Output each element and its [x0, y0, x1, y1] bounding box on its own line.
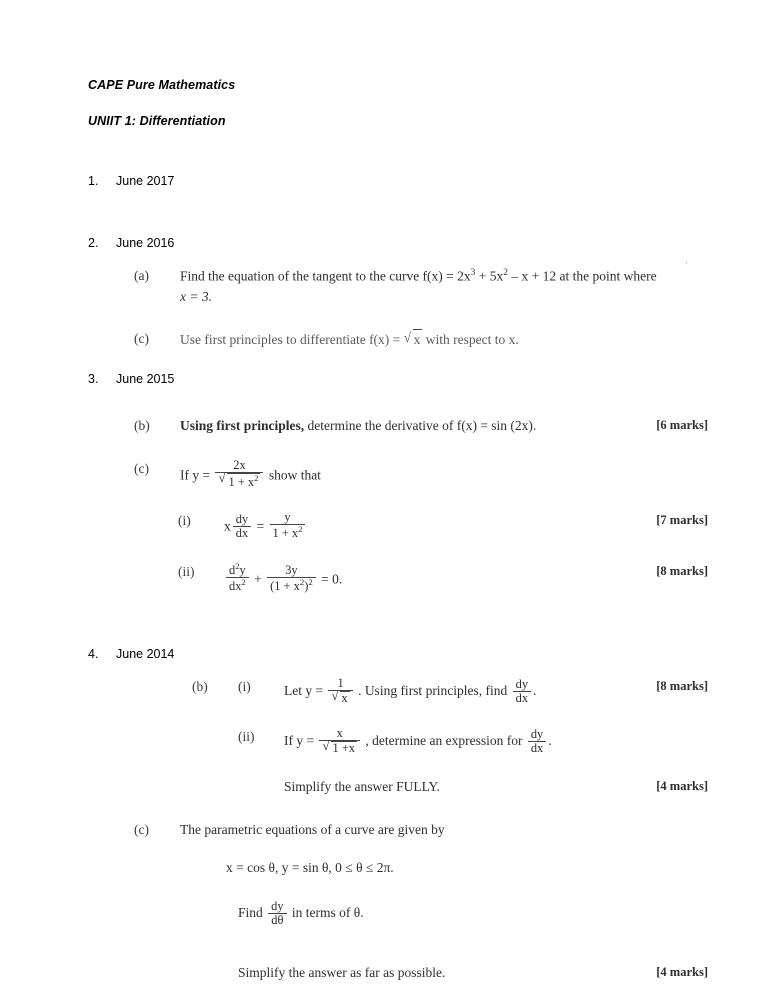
- marks-badge: [6 marks]: [656, 418, 708, 433]
- part-tag: (c): [134, 331, 149, 346]
- denominator-text: 1 + x: [272, 525, 299, 540]
- june2014-block: [88, 677, 708, 983]
- part-body: [180, 266, 708, 307]
- fraction-numerator: y: [284, 509, 291, 524]
- part-a-text-2: x = 3.: [180, 288, 212, 304]
- june2015-part-c-ii: [134, 562, 708, 593]
- part-b-text: determine the derivative of f(x) = sin (2x).: [304, 418, 537, 434]
- part-body: [238, 900, 708, 927]
- part-body: [180, 416, 636, 436]
- fraction-numerator: [226, 562, 249, 577]
- marks-badge: [4 marks]: [656, 965, 708, 980]
- radicand: 1 +x: [332, 741, 355, 756]
- part-c-text: The parametric equations of a curve are given by: [180, 821, 445, 837]
- marks-badge: [7 marks]: [656, 512, 708, 527]
- part-a-exp-1: 3: [470, 268, 476, 278]
- cii-plus: +: [254, 571, 262, 587]
- fraction-numerator: dy: [271, 899, 284, 914]
- fraction-numerator: dy: [235, 511, 249, 526]
- denominator-close: ): [304, 579, 309, 594]
- part-c-text-pre: Use first principles to differentiate f(x) =: [180, 332, 404, 347]
- june2014-part-b-ii-simplify: [192, 777, 708, 797]
- part-c-post: show that: [265, 466, 321, 482]
- june2015-part-b: [134, 416, 708, 436]
- june2014-part-b-ii: [192, 727, 708, 755]
- question-number: 2.: [88, 236, 99, 250]
- june2016-block: [88, 260, 708, 350]
- radicand: [227, 473, 260, 489]
- derivative-fraction: [513, 678, 531, 705]
- radicand-exp: 2: [254, 472, 259, 483]
- denominator-outer-exp: 2: [308, 577, 313, 588]
- fraction-denominator: [270, 524, 306, 540]
- question-label: June 2016: [116, 236, 175, 250]
- question-item-4: [88, 647, 708, 661]
- part-c-find-pre: Find: [238, 905, 267, 921]
- fraction-numerator: dy: [515, 677, 529, 692]
- ci-lhs-var: x: [224, 518, 231, 534]
- part-a-text-1c: – x + 12 at the point where: [507, 268, 657, 284]
- june2015-part-c-i: [134, 511, 708, 540]
- sqrt-icon: [218, 473, 260, 489]
- june2016-part-a: [134, 266, 708, 307]
- sqrt-icon: [331, 691, 349, 705]
- derivative-fraction: [233, 513, 251, 540]
- scan-artifact: ˈ: [684, 260, 688, 272]
- bi-mid: . Using first principles, find: [354, 683, 511, 699]
- question-item-2: [88, 236, 708, 250]
- fraction: [319, 727, 360, 755]
- part-tag: (a): [134, 268, 149, 283]
- part-body: [284, 677, 636, 705]
- denominator-inner-exp: 2: [299, 577, 305, 588]
- part-body: [224, 562, 636, 593]
- question-label: June 2014: [116, 647, 175, 662]
- part-b-bold-text: Using first principles,: [180, 418, 305, 434]
- june2016-part-c: [134, 329, 708, 350]
- june2014-part-c-simplify: [192, 963, 708, 983]
- fraction-denominator: dx: [513, 691, 531, 705]
- part-tag: (b): [134, 418, 150, 434]
- denominator-exp: 2: [298, 523, 303, 534]
- fraction-denominator: dx: [528, 741, 546, 755]
- marks-badge: [8 marks]: [656, 679, 708, 694]
- part-body: Simplify the answer FULLY.: [284, 779, 440, 795]
- fraction-numerator: x: [336, 726, 343, 741]
- part-a-exp-2: 2: [503, 268, 508, 278]
- part-c-radicand: x: [413, 329, 423, 350]
- fraction-numerator: 2x: [233, 457, 246, 472]
- derivative-fraction: [528, 728, 546, 755]
- cii-end: = 0.: [321, 571, 343, 587]
- fraction-denominator: [226, 577, 249, 593]
- fraction-denominator: [267, 577, 316, 593]
- part-c-text-post: with respect to x.: [422, 332, 519, 347]
- fraction: [270, 511, 306, 540]
- fraction: [267, 564, 316, 593]
- part-c-equation: x = cos θ, y = sin θ, 0 ≤ θ ≤ 2π.: [226, 859, 394, 875]
- page-subtitle: UNIIT 1: Differentiation: [88, 114, 226, 128]
- question-number: 3.: [88, 372, 99, 387]
- derivative-fraction: [268, 900, 286, 927]
- part-body: [180, 329, 708, 350]
- question-number: 4.: [88, 647, 99, 662]
- part-body: [180, 459, 708, 489]
- bii-post: .: [548, 733, 552, 749]
- ci-equals: =: [256, 518, 265, 534]
- part-body: [224, 511, 636, 540]
- numerator-exp: 2: [235, 560, 240, 571]
- question-label: June 2017: [116, 174, 175, 188]
- part-body: [284, 727, 708, 755]
- bi-pre: Let y =: [284, 683, 327, 699]
- sqrt-icon: [322, 741, 357, 755]
- fraction: [328, 677, 352, 705]
- part-body: Simplify the answer as far as possible.: [238, 965, 446, 981]
- part-a-text-1: Find the equation of the tangent to the curve f(x) = 2x: [180, 268, 471, 284]
- question-number: 1.: [88, 174, 99, 188]
- bii-mid: , determine an expression for: [362, 733, 526, 749]
- fraction-denominator: [328, 690, 352, 705]
- part-c-pre: If y =: [180, 466, 214, 482]
- june2014-part-b-i: [192, 677, 708, 705]
- numerator-var: y: [239, 563, 246, 578]
- marks-badge: [4 marks]: [656, 779, 708, 794]
- june2014-part-c: [134, 820, 708, 879]
- denominator-text: (1 + x: [270, 579, 300, 594]
- numerator-d: d: [229, 563, 236, 578]
- sub-part-tag: (ii): [238, 729, 255, 745]
- part-tag: (c): [134, 460, 149, 476]
- fraction-numerator: 3y: [285, 563, 298, 578]
- fraction-denominator: dx: [233, 526, 251, 540]
- part-c-find-post: in terms of θ.: [288, 905, 364, 921]
- fraction-numerator: dy: [530, 727, 544, 742]
- second-derivative-fraction: [226, 562, 249, 593]
- june2014-part-c-find: [192, 900, 708, 927]
- part-tag: (ii): [178, 563, 195, 579]
- page-title: CAPE Pure Mathematics: [88, 78, 236, 92]
- june2015-block: [88, 416, 708, 593]
- sqrt-icon: [404, 329, 423, 350]
- marks-badge: [8 marks]: [656, 563, 708, 578]
- sub-part-tag: (i): [238, 679, 251, 695]
- denominator-exp: 2: [241, 577, 246, 588]
- fraction-denominator: [319, 740, 360, 755]
- radicand: x: [341, 691, 348, 706]
- question-item-1: [88, 174, 708, 188]
- part-body: [180, 820, 708, 879]
- part-tag: (c): [134, 821, 149, 837]
- bi-post: .: [533, 683, 537, 699]
- fraction: [215, 459, 263, 489]
- part-a-text-1b: + 5x: [475, 268, 504, 284]
- part-tag: (i): [178, 512, 191, 528]
- radicand-text: 1 + x: [228, 474, 255, 489]
- question-item-3: [88, 372, 708, 386]
- denominator-dx: dx: [229, 579, 242, 594]
- question-label: June 2015: [116, 372, 175, 387]
- bii-pre: If y =: [284, 733, 318, 749]
- fraction-denominator: [215, 472, 263, 489]
- fraction-numerator: 1: [337, 676, 344, 691]
- part-tag: (b): [192, 679, 208, 695]
- june2015-part-c: [134, 459, 708, 489]
- fraction-denominator: dθ: [268, 913, 286, 927]
